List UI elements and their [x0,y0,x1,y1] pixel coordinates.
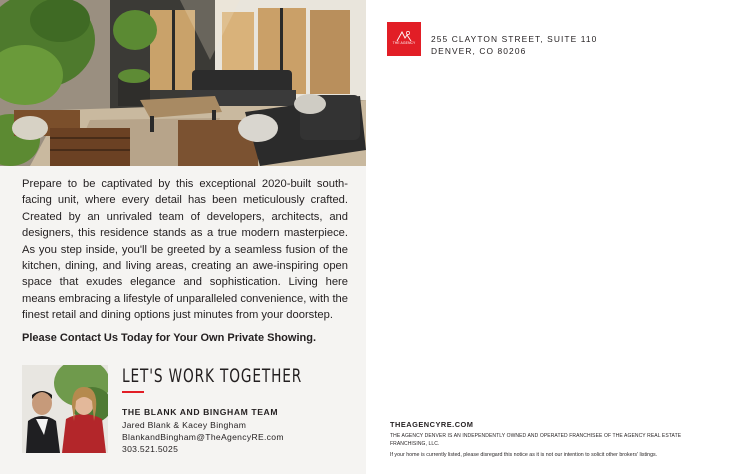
team-name: THE BLANK AND BINGHAM TEAM [122,407,279,417]
lets-work-together-heading: LET'S WORK TOGETHER [122,365,303,387]
right-panel [366,0,732,474]
patio-photo [0,0,366,166]
accent-divider [122,391,144,393]
team-photo [22,365,108,453]
showing-call-to-action: Please Contact Us Today for Your Own Private Showing. [22,332,317,344]
agent-names: Jared Blank & Kacey Bingham [122,420,247,430]
team-email[interactable]: BlankandBingham@TheAgencyRE.com [122,432,284,442]
team-phone[interactable]: 303.521.5025 [122,444,179,454]
address-line-2: DENVER, CO 80206 [431,46,527,56]
the-agency-logo [387,22,421,56]
listing-notice: If your home is currently listed, please disregard this notice as it is not our intention to solicit other brokers' listings. [390,452,658,458]
address-line-1: 255 CLAYTON STREET, SUITE 110 [431,34,598,44]
property-description: Prepare to be captivated by this exceptional 2020-built south-facing unit, where every detail has been meticulously crafted. Created by an unrivaled team of developers, architects, and designers, this residence stands as a true modern masterpiece. As you step inside, you'll be greeted by a seamless fusion of the kitchen, dining, and living areas, creating an awe-inspiring open space that exudes elegance and sophistication. Living here means embracing a lifestyle of unparalleled convenience, with the finest retail and dining options just minutes from your doorstep. [22,178,348,322]
brokerage-address [431,33,597,57]
franchise-disclosure: THE AGENCY DENVER IS AN INDEPENDENTLY OWNED AND OPERATED FRANCHISEE OF THE AGENCY REAL ESTATE FRANCHISING, LLC. [390,433,682,447]
logo-wordmark: THE AGENCY [392,41,416,45]
brokerage-website[interactable]: THEAGENCYRE.COM [390,420,474,429]
